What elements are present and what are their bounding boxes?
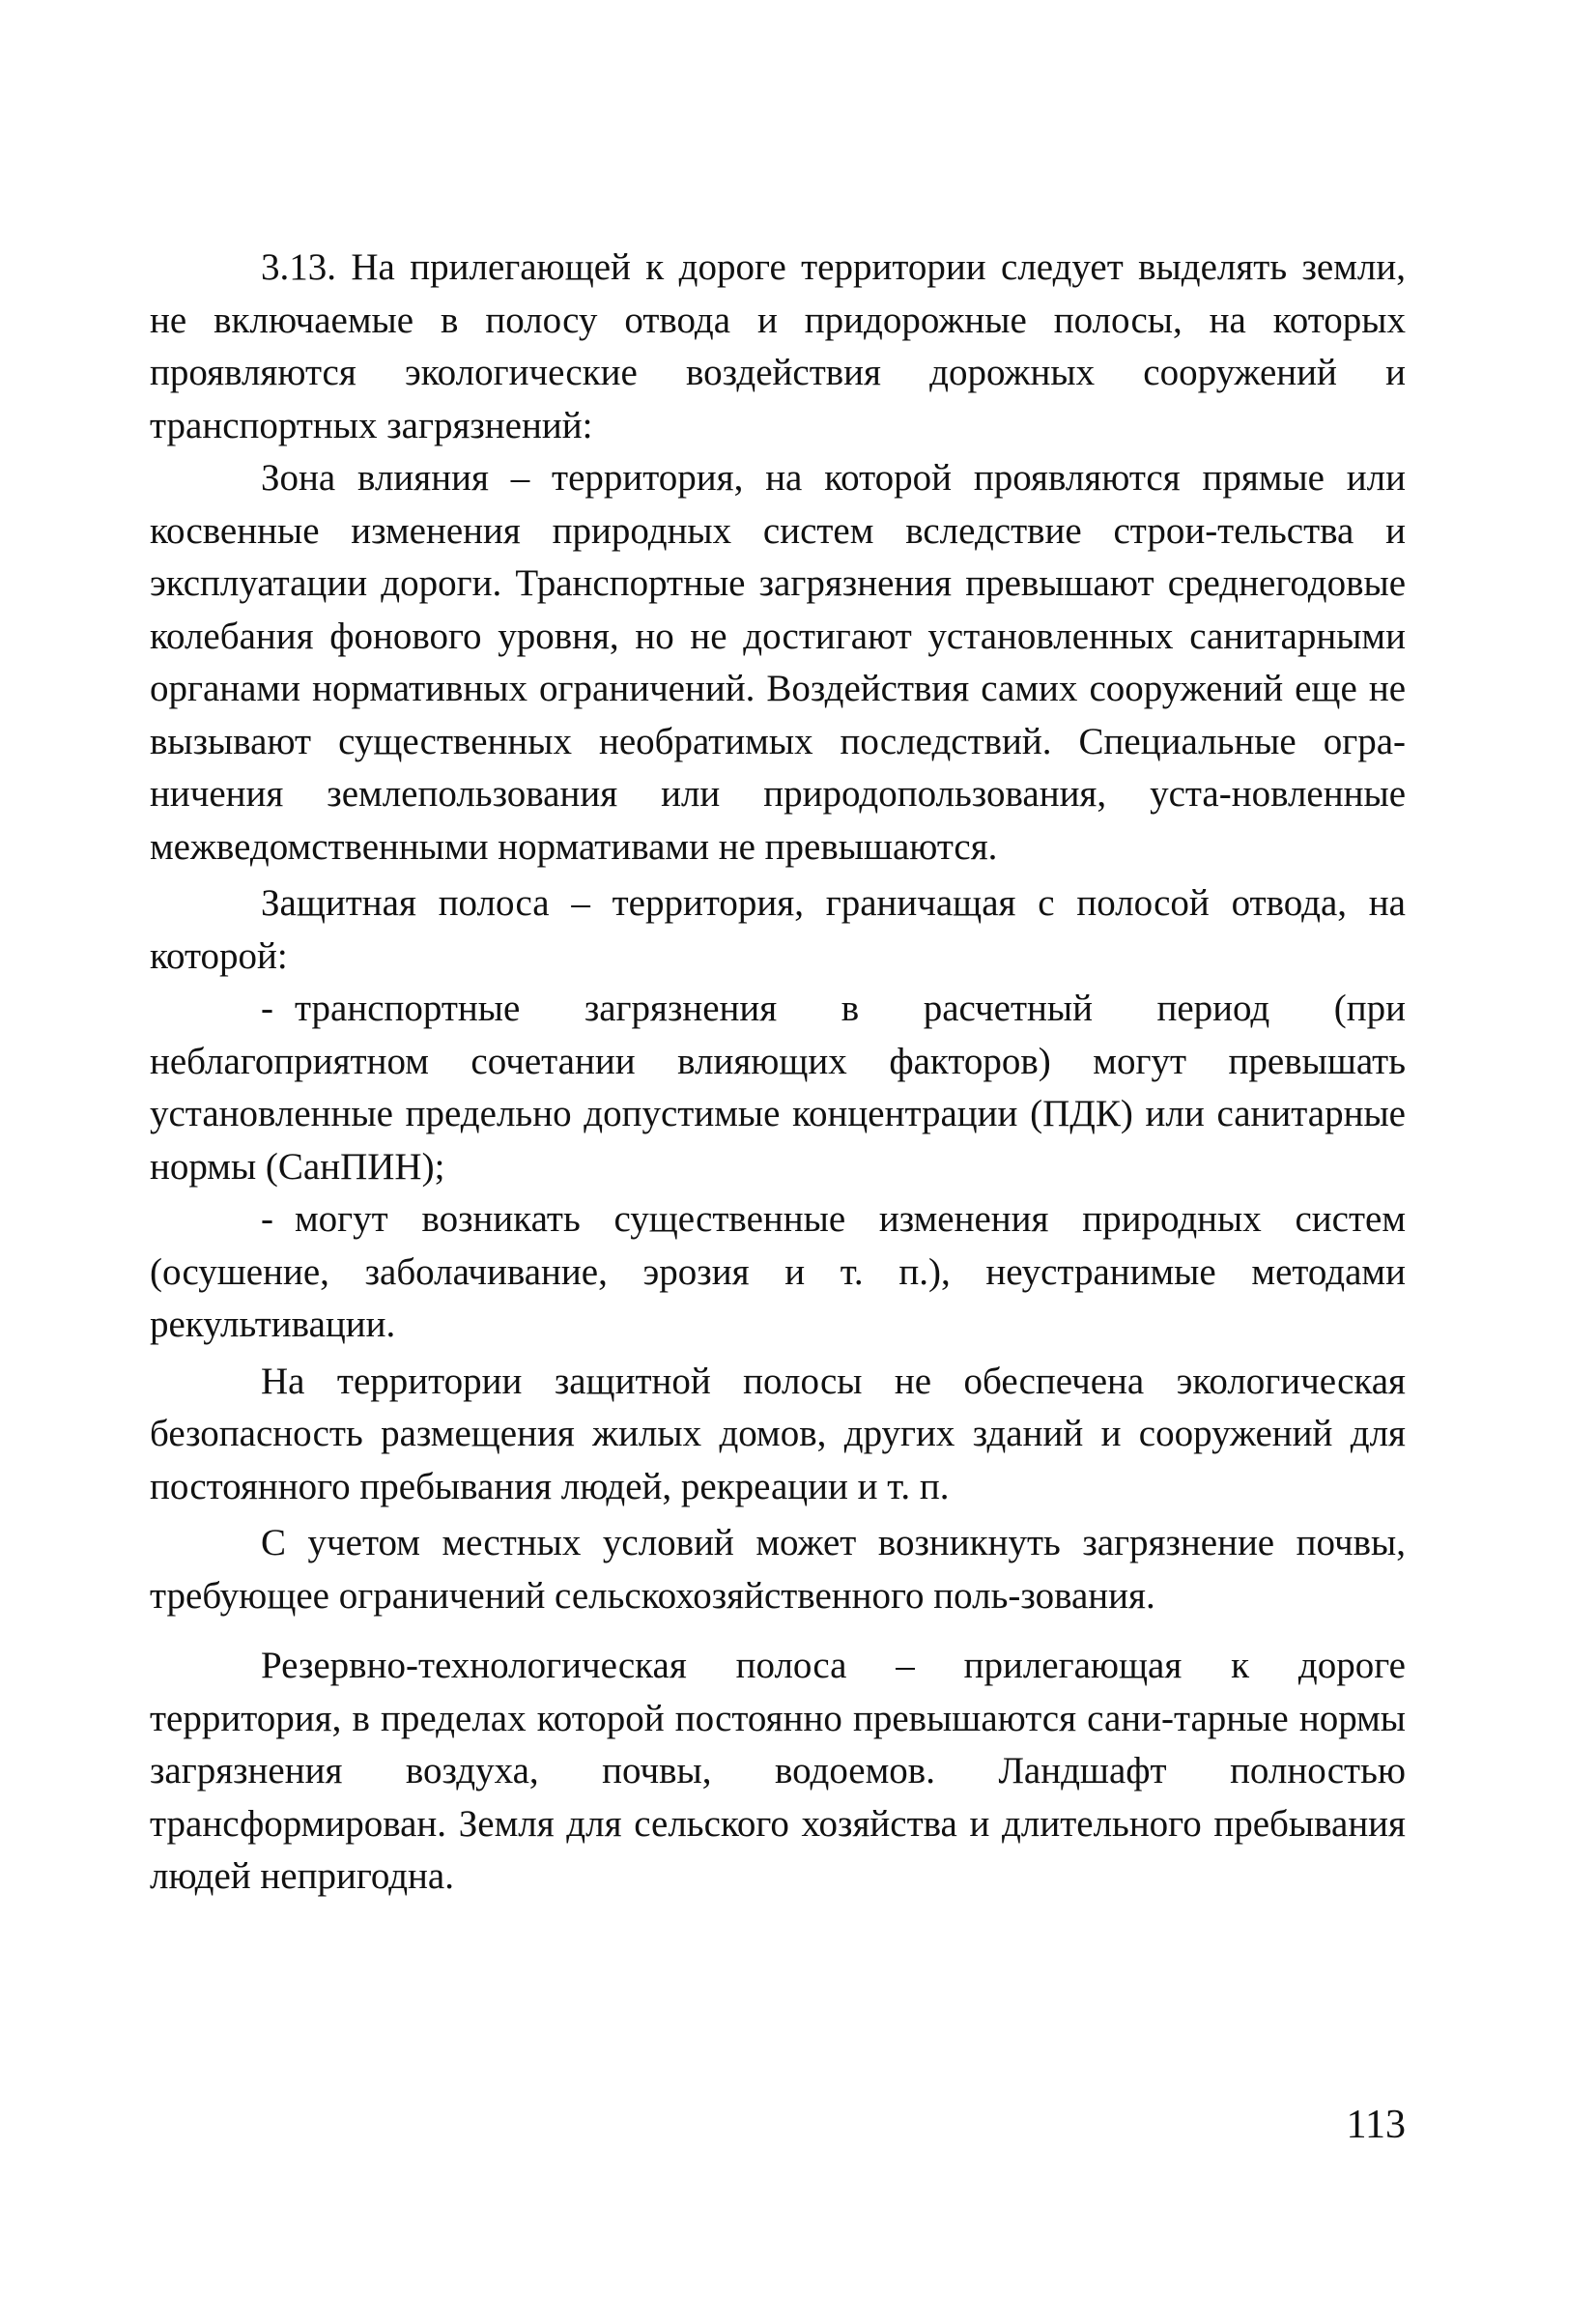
page-number: 113 — [1346, 2103, 1406, 2147]
paragraph-3-13: 3.13. На прилегающей к дороге территории следует выделять земли, не включаемые в полосу отвода и придорожные полосы, на которых проявляются экологические воздействия дорожных сооружений и транспортных загрязнений: — [150, 246, 1406, 446]
list-item — [150, 1193, 1406, 1352]
bullet-dash: - — [261, 1198, 273, 1240]
bullet-dash: - — [261, 988, 273, 1029]
list-item — [150, 983, 1406, 1193]
paragraph-protective-strip: Защитная полоса – территория, граничащая с полосой отвода, на которой: — [150, 882, 1406, 977]
paragraph-reserve-strip: Резервно-технологическая полоса – прилегающая к дороге территория, в пределах которой постоянно превышаются сани-тарные нормы загрязнения воздуха, почвы, водоемов. Ландшафт полностью трансформирован. Земля для сельского хозяйства и длительного пребывания людей непригодна. — [150, 1645, 1406, 1897]
bullet-text-pollution: транспортные загрязнения в расчетный период (при неблагоприятном сочетании влияющих факторов) могут превышать установленные предельно допустимые концентрации (ПДК) или санитарные нормы (СанПИН); — [150, 988, 1406, 1188]
paragraph-soil: С учетом местных условий может возникнуть загрязнение почвы, требующее ограничений сельскохозяйственного поль-зования. — [150, 1522, 1406, 1617]
body-text — [150, 242, 1406, 1904]
paragraph-influence-zone: Зона влияния – территория, на которой проявляются прямые или косвенные изменения природных систем вследствие строи-тельства и эксплуатации дороги. Транспортные загрязнения превышают среднегодовые колебания фонового уровня, но не достигают установленных санитарными органами нормативных ограничений. Воздействия самих сооружений еще не вызывают существенных необратимых последствий. Специальные огра-ничения землепользования или природопользования, уста-новленные межведомственными нормативами не превышаются. — [150, 457, 1406, 868]
bullet-text-changes: могут возникать существенные изменения природных систем (осушение, заболачивание, эрозия и т. п.), неустранимые методами рекультивации. — [150, 1198, 1406, 1345]
paragraph-safety: На территории защитной полосы не обеспечена экологическая безопасность размещения жилых домов, других зданий и сооружений для постоянного пребывания людей, рекреации и т. п. — [150, 1360, 1406, 1507]
